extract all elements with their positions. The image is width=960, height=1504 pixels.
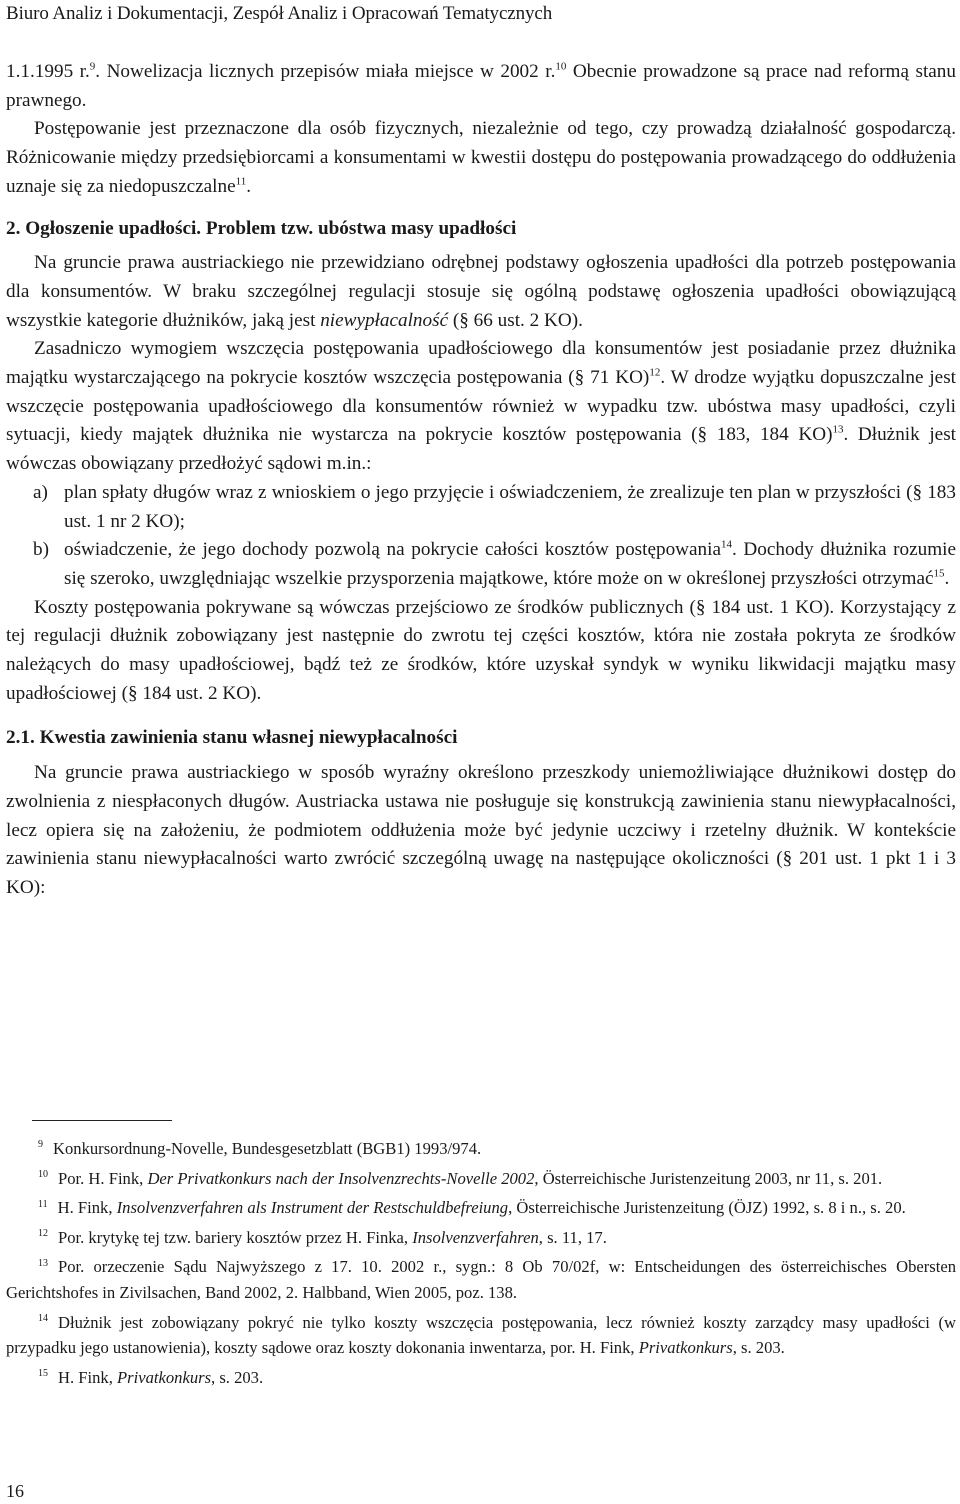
page-number: 16 [6, 1481, 24, 1501]
footnote-ref-14: 14 [721, 538, 732, 551]
footnote-13: $^{13}$ Por. orzeczenie Sądu Najwyższego z 17. 10. 2002 r., sygn.: 8 Ob 70/02f, w: Entscheidungen des österreichisches Obersten Gerichtshofes in Zivilsachen, Band 2002, 2. Halbband, Wien 2005, poz. 138. [6, 1257, 956, 1302]
footnote-11: $^{11}$ H. Fink, Insolvenzverfahren als Instrument der Restschuldbefreiung, Österreichische Juristenzeitung (ÖJZ) 1992, s. 8 i n., s. 20. [38, 1198, 906, 1218]
paragraph-3: Na gruncie prawa austriackiego nie przewidziano odrębnej podstawy ogłoszenia upadłości dla potrzeb postępowania dla konsumentów. W braku szczególnej regulacji stosuje się ogólną podstawę ogłoszenia upadłości obowiązującą wszystkie kategorie dłużników, jaką jest niewypłacalność (§ 66 ust. 2 KO). [6, 252, 956, 331]
footnote-12: $^{12}$ Por. krytykę tej tzw. bariery kosztów przez H. Finka, Insolvenzverfahren, s. 11, 17. [38, 1227, 607, 1247]
requirements-list [6, 479, 956, 594]
section-heading-2-1: 2.1. Kwestia zawinienia stanu własnej niewypłacalności [6, 727, 458, 749]
section-heading-2: 2. Ogłoszenie upadłości. Problem tzw. ubóstwa masy upadłości [6, 217, 517, 239]
footnote-15: $^{15}$ H. Fink, Privatkonkurs, s. 203. [38, 1367, 264, 1387]
footnote-ref-9: 9 [89, 60, 96, 73]
footnote-9: $^9$ Konkursordnung-Novelle, Bundesgesetzblatt (BGB1) 1993/974. [38, 1139, 482, 1158]
footnote-ref-12: 12 [649, 366, 661, 379]
footnote-10: $^{10}$ Por. H. Fink, Der Privatkonkurs nach der Insolvenzrechts-Novelle 2002, Österreichische Juristenzeitung 2003, nr 11, s. 201. [38, 1168, 883, 1188]
footnote-separator [32, 1120, 172, 1121]
footnote-ref-15: 15 [933, 567, 945, 580]
list-item: b) oświadczenie, że jego dochody pozwolą na pokrycie całości kosztów postępowania$^{14}$. Dochody dłużnika rozumie się szeroko, uwzględniając wszelkie przysporzenia majątkowe, które może on w określonej przyszłości otrzymać$^{15}$. [33, 538, 956, 589]
paragraph-5: Koszty postępowania pokrywane są wówczas przejściowo ze środków publicznych (§ 184 ust. 1 KO). Korzystający z tej regulacji dłużnik zobowiązany jest następnie do zwrotu tej części kosztów, która nie została pokryta ze środków należących do masy upadłościowej, bądź też ze środków, które uzyskał syndyk w wyniku likwidacji majątku masy upadłościowej (§ 184 ust. 2 KO). [6, 596, 956, 704]
footnote-ref-10: 10 [555, 60, 567, 73]
paragraph-1: 1.1.1995 r.$^9$. Nowelizacja licznych przepisów miała miejsce w 2002 r.$^{10}$ Obecnie prowadzone są prace nad reformą stanu prawnego. [6, 60, 956, 111]
running-header: Biuro Analiz i Dokumentacji, Zespół Analiz i Opracowań Tematycznych [6, 3, 553, 24]
footnote-ref-13: 13 [832, 424, 844, 437]
main-text [6, 58, 956, 903]
paragraph-6: Na gruncie prawa austriackiego w sposób wyraźny określono przeszkody uniemożliwiające dłużnikowi dostęp do zwolnienia z niespłaconych długów. Austriacka ustawa nie posługuje się konstrukcją zawinienia stanu niewypłacalności, lecz opiera się na założeniu, że podmiotem oddłużenia może być jedynie uczciwy i rzetelny dłużnik. W kontekście zawinienia stanu niewypłacalności warto zwrócić szczególną uwagę na następujące okoliczności (§ 201 ust. 1 pkt 1 i 3 KO): [6, 762, 956, 898]
paragraph-4: Zasadniczo wymogiem wszczęcia postępowania upadłościowego dla konsumentów jest posiadanie przez dłużnika majątku wystarczającego na pokrycie kosztów wszczęcia postępowania (§ 71 KO)$^{12}$. W drodze wyjątku dopuszczalne jest wszczęcie postępowania upadłościowego dla konsumentów również w wypadku tzw. ubóstwa masy upadłości, czyli sytuacji, kiedy majątek dłużnika nie wystarcza na pokrycie kosztów postępowania (§ 183, 184 KO)$^{13}$. Dłużnik jest wówczas obowiązany przedłożyć sądowi m.in.: [6, 338, 956, 475]
footnote-ref-11: 11 [235, 175, 247, 188]
paragraph-2: Postępowanie jest przeznaczone dla osób fizycznych, niezależnie od tego, czy prowadzą działalność gospodarczą. Różnicowanie między przedsiębiorcami a konsumentami w kwestii dostępu do postępowania prowadzącego do oddłużenia uznaje się za niedopuszczalne$^{11}$. [6, 118, 956, 197]
footnotes [6, 1136, 956, 1394]
list-item: a) plan spłaty długów wraz z wnioskiem o jego przyjęcie i oświadczeniem, że zrealizuje ten plan w przyszłości (§ 183 ust. 1 nr 2 KO); [33, 481, 956, 532]
footnote-14: $^{14}$ Dłużnik jest zobowiązany pokryć nie tylko koszty wszczęcia postępowania, lecz również koszty zarządcy masy upadłości (w przypadku jego ustanowienia), koszty sądowe oraz koszty dokonania inwentarza, por. H. Fink, Privatkonkurs, s. 203. [6, 1312, 956, 1358]
